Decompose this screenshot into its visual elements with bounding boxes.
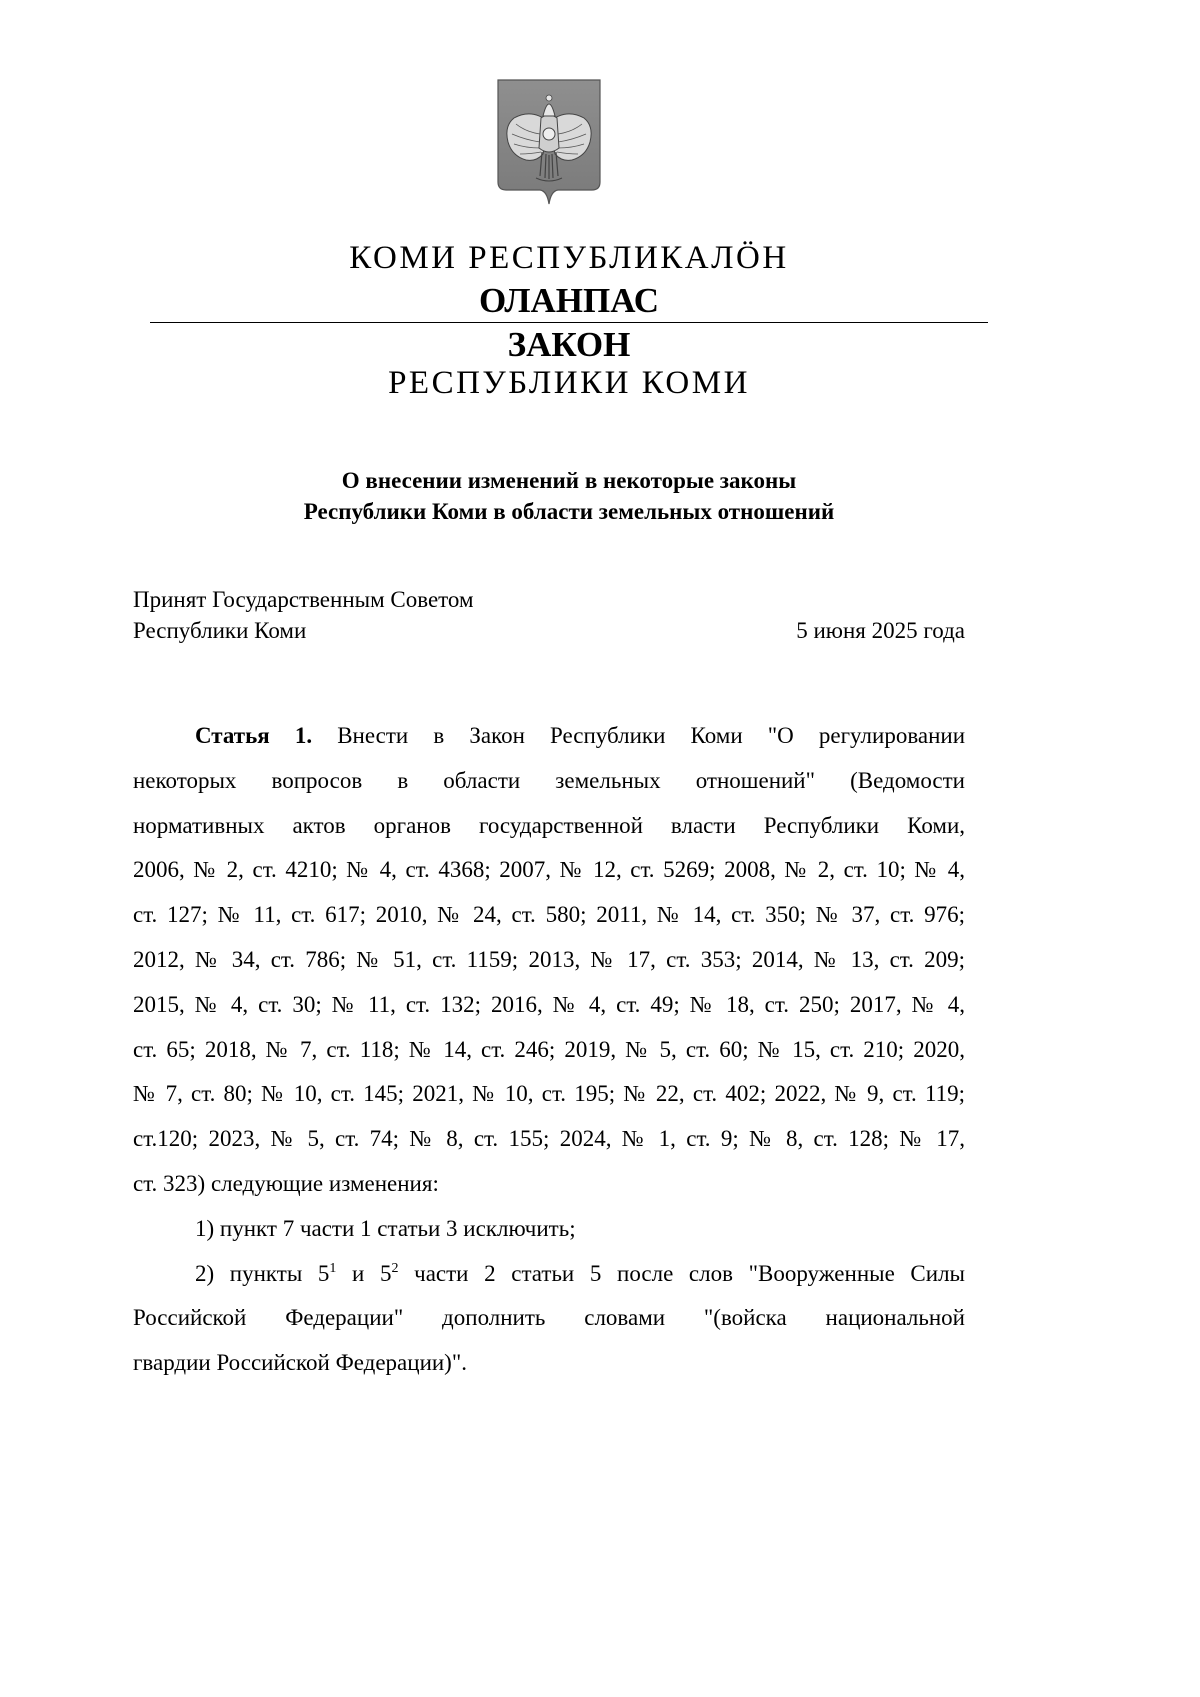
header-republic: РЕСПУБЛИКИ КОМИ bbox=[388, 365, 750, 401]
header-divider bbox=[150, 322, 988, 323]
article-1-item-2-line-1: 2) пункты $5^1$ и $5^2$ части 2 статьи 5 после слов "Вооруженные Силы bbox=[195, 1260, 965, 1286]
article-1-line-8: ст. 65; 2018, № 7, ст. 118; № 14, ст. 246; 2019, № 5, ст. 60; № 15, ст. 210; 2020, bbox=[133, 1036, 965, 1062]
article-1-line-9: № 7, ст. 80; № 10, ст. 145; 2021, № 10, ст. 195; № 22, ст. 402; 2022, № 9, ст. 119; bbox=[133, 1081, 965, 1107]
article-1-line-4: 2006, № 2, ст. 4210; № 4, ст. 4368; 2007, № 12, ст. 5269; 2008, № 2, ст. 10; № 4, bbox=[133, 857, 965, 883]
article-1-line-2: некоторых вопросов в области земельных отношений" (Ведомости bbox=[133, 767, 965, 793]
law-title bbox=[150, 465, 988, 527]
law-title-line-2: Республики Коми в области земельных отношений bbox=[303, 499, 835, 524]
coat-of-arms-emblem bbox=[496, 78, 602, 206]
adoption-block bbox=[133, 584, 965, 646]
article-1-item-2-line-2: Российской Федерации" дополнить словами "(войска национальной bbox=[133, 1305, 965, 1331]
adopted-by-line-2: Республики Коми bbox=[133, 618, 307, 643]
article-1-line-10: ст.120; 2023, № 5, ст. 74; № 8, ст. 155; 2024, № 1, ст. 9; № 8, ст. 128; № 17, bbox=[133, 1126, 965, 1152]
header-komi-language-line: КОМИ РЕСПУБЛИКАЛӦН bbox=[349, 240, 789, 276]
article-1 bbox=[133, 714, 965, 1386]
article-1-line-6: 2012, № 34, ст. 786; № 51, ст. 1159; 2013, № 17, ст. 353; 2014, № 13, ст. 209; bbox=[133, 946, 965, 972]
article-1-line-11: ст. 323) следующие изменения: bbox=[133, 1170, 439, 1196]
article-1-label: Статья 1. bbox=[195, 723, 313, 748]
article-1-line-5: ст. 127; № 11, ст. 617; 2010, № 24, ст. 580; 2011, № 14, ст. 350; № 37, ст. 976; bbox=[133, 902, 965, 928]
header-olanpas: ОЛАНПАС bbox=[478, 281, 660, 320]
header-zakon: ЗАКОН bbox=[507, 325, 631, 364]
article-1-line-7: 2015, № 4, ст. 30; № 11, ст. 132; 2016, № 4, ст. 49; № 18, ст. 250; 2017, № 4, bbox=[133, 991, 965, 1017]
article-1-line-3: нормативных актов органов государственной власти Республики Коми, bbox=[133, 812, 965, 838]
article-1-item-1: 1) пункт 7 части 1 статьи 3 исключить; bbox=[195, 1215, 576, 1241]
adoption-date: 5 июня 2025 года bbox=[796, 618, 965, 643]
law-title-line-1: О внесении изменений в некоторые законы bbox=[341, 468, 797, 493]
article-1-line-1: Статья 1. Внести в Закон Республики Коми "О регулировании bbox=[195, 723, 966, 748]
article-1-item-2-line-3: гвардии Российской Федерации)". bbox=[133, 1350, 467, 1376]
adopted-by-line-1: Принят Государственным Советом bbox=[133, 587, 474, 612]
